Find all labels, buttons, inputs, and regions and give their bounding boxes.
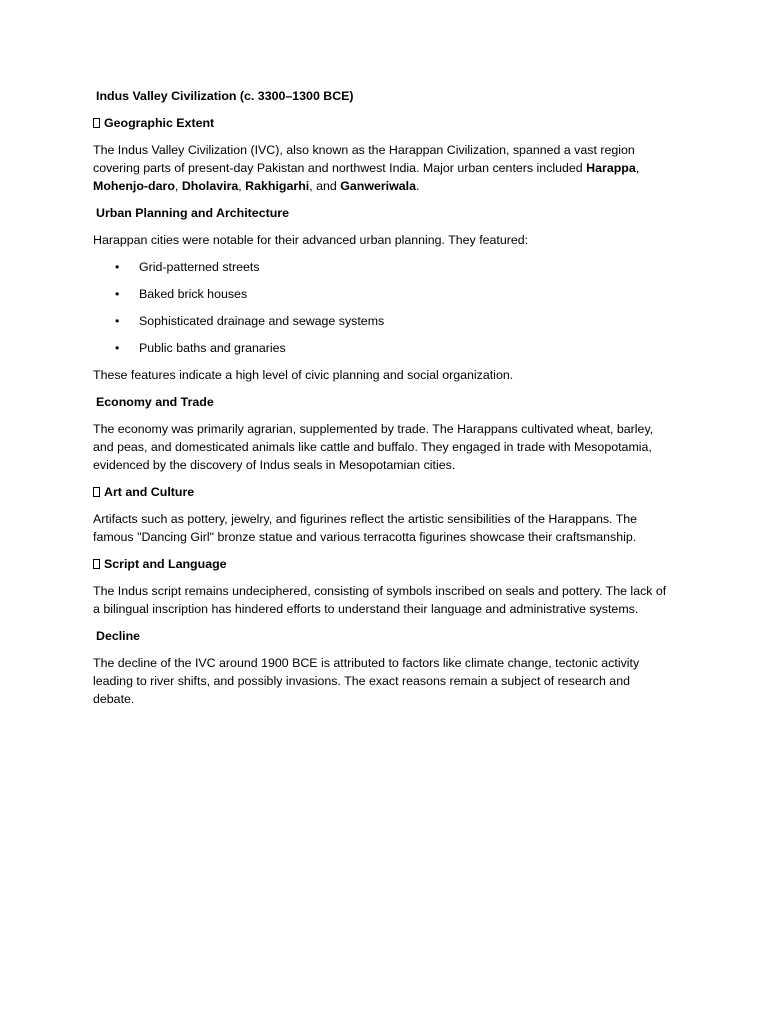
heading-geographic-extent [93,114,672,132]
separator: , [635,161,640,175]
paragraph-urban-intro: Harappan cities were notable for their advanced urban planning. They featured: [93,233,529,247]
site-rakhigarhi: Rakhigarhi [245,179,310,193]
heading-art-text: Art and Culture [104,485,195,499]
urban-features-list [93,258,672,357]
separator: , [174,179,182,193]
site-harappa: Harappa [586,161,636,175]
separator: , and [309,179,341,193]
heading-art-culture [93,483,672,501]
document-title: Indus Valley Civilization (c. 3300–1300 BCE) [96,89,354,103]
paragraph-economy: The economy was primarily agrarian, supplemented by trade. The Harappans cultivated wheat, barley, and peas, and domesticated animals like cattle and buffalo. They engaged in trade with Mesopotamia, evidenced by the discovery of Indus seals in Mesopotamian cities. [93,422,654,472]
heading-urban-planning: Urban Planning and Architecture [96,206,289,220]
heading-script-language [93,555,672,573]
heading-economy: Economy and Trade [96,395,214,409]
list-item: • Baked brick houses [93,285,672,303]
site-dholavira: Dholavira [181,179,239,193]
heading-geographic-text: Geographic Extent [104,116,215,130]
separator: , [238,179,246,193]
paragraph-script: The Indus script remains undeciphered, consisting of symbols inscribed on seals and pottery. The lack of a bilingual inscription has hindered efforts to understand their language and administrative systems. [93,584,667,616]
missing-glyph-icon [93,118,100,128]
heading-decline: Decline [96,629,141,643]
paragraph-geographic [93,141,672,195]
list-item: • Grid-patterned streets [93,258,672,276]
heading-script-text: Script and Language [104,557,227,571]
missing-glyph-icon [93,559,100,569]
paragraph-art: Artifacts such as pottery, jewelry, and figurines reflect the artistic sensibilities of the Harappans. The famous "Dancing Girl" bronze statue and various terracotta figurines showcase their craftsmanship. [93,512,638,544]
missing-glyph-icon [93,487,100,497]
site-ganweriwala: Ganweriwala [340,179,416,193]
text-geographic-start: The Indus Valley Civilization (IVC), also known as the Harappan Civilization, spanned a vast region covering parts of present-day Pakistan and northwest India. Major urban centers included [93,143,635,175]
paragraph-urban-outro: These features indicate a high level of civic planning and social organization. [93,368,514,382]
site-mohenjo-daro: Mohenjo-daro [93,179,175,193]
paragraph-decline: The decline of the IVC around 1900 BCE is attributed to factors like climate change, tectonic activity leading to river shifts, and possibly invasions. The exact reasons remain a subject of research and debate. [93,656,640,706]
list-item: • Public baths and granaries [93,339,672,357]
text-geographic-end: . [416,179,420,193]
list-item: • Sophisticated drainage and sewage systems [93,312,672,330]
